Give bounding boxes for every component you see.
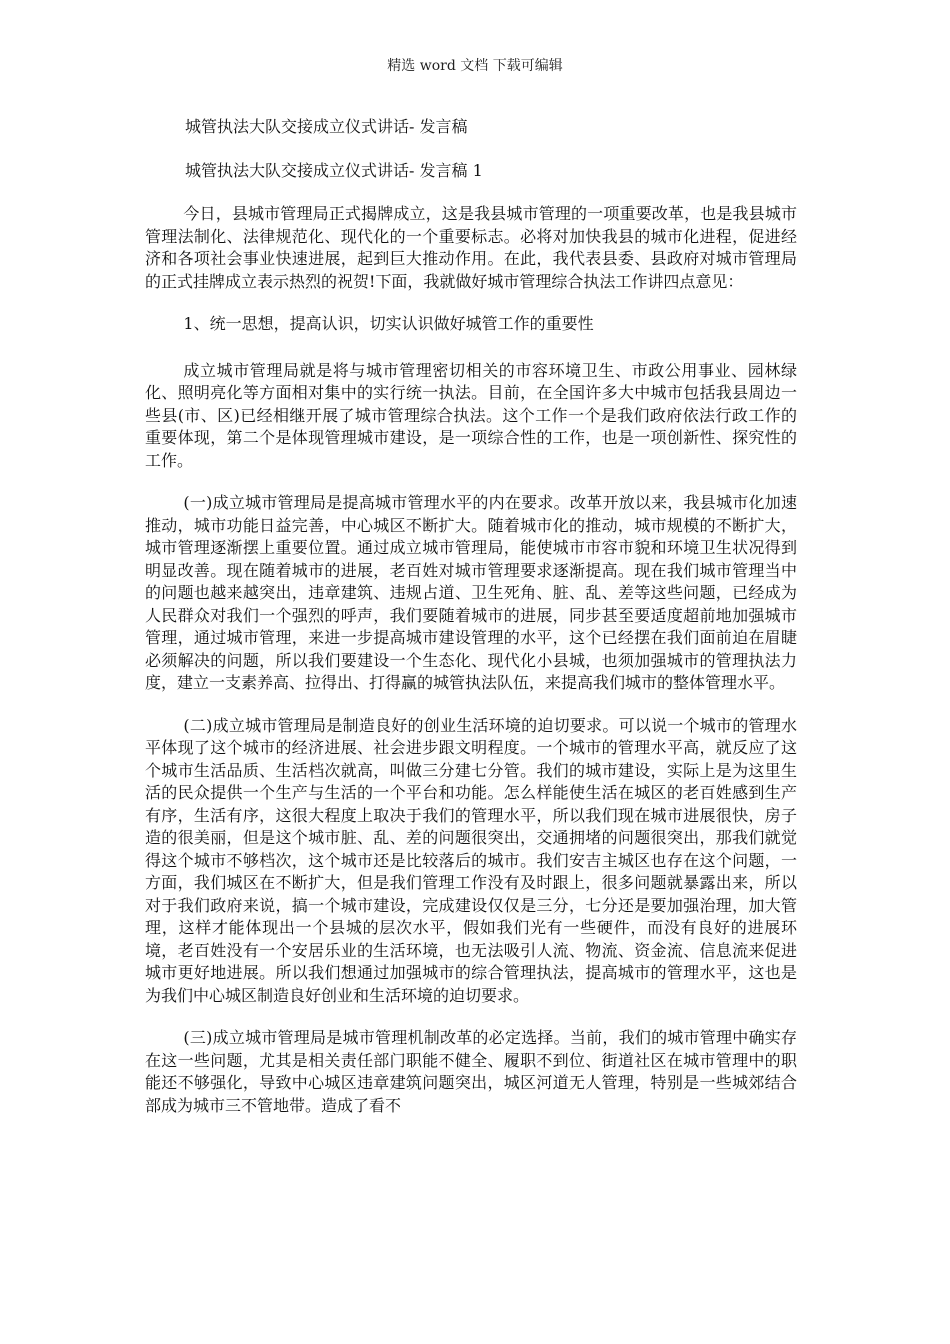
document-body — [145, 203, 797, 1137]
paragraph-point-1: (一)成立城市管理局是提高城市管理水平的内在要求。改革开放以来，我县城市化加速推动，城市功能日益完善，中心城区不断扩大。随着城市化的推动，城市规模的不断扩大，城市管理逐渐摆上重要位置。通过成立城市管理局，能使城市市容市貌和环境卫生状况得到明显改善。现在随着城市的进展，老百姓对城市管理要求逐渐提高。现在我们城市管理当中的问题也越来越突出，违章建筑、违规占道、卫生死角、脏、乱、差等这些问题，已经成为人民群众对我们一个强烈的呼声，我们要随着城市的进展，同步甚至要适度超前地加强城市管理，通过城市管理，来进一步提高城市建设管理的水平，这个已经摆在我们面前迫在眉睫必须解决的问题，所以我们要建设一个生态化、现代化小县城，也须加强城市的管理执法力度，建立一支素养高、拉得出、打得赢的城管执法队伍，来提高我们城市的整体管理水平。 — [145, 493, 797, 692]
page-header: 精选 word 文档 下载可编辑 — [387, 58, 563, 74]
paragraph-point-2: (二)成立城市管理局是制造良好的创业生活环境的迫切要求。可以说一个城市的管理水平体现了这个城市的经济进展、社会进步跟文明程度。一个城市的管理水平高，就反应了这个城市生活品质、生活档次就高，叫做三分建七分管。我们的城市建设，实际上是为这里生活的民众提供一个生产与生活的一个平台和功能。怎么样能使生活在城区的老百姓感到生产有序，生活有序，这很大程度上取决于我们的管理水平，所以我们现在城市进展很快，房子造的很美丽，但是这个城市脏、乱、差的问题很突出，交通拥堵的问题很突出，那我们就觉得这个城市不够档次，这个城市还是比较落后的城市。我们安吉主城区也存在这个问题，一方面，我们城区在不断扩大，但是我们管理工作没有及时跟上，很多问题就暴露出来，所以对于我们政府来说，搞一个城市建设，完成建设仅仅是三分，七分还是要加强治理，加大管理，这样才能体现出一个县城的层次水平，假如我们光有一些硬件，而没有良好的进展环境，老百姓没有一个安居乐业的生活环境，也无法吸引人流、物流、资金流、信息流来促进城市更好地进展。所以我们想通过加强城市的综合管理执法，提高城市的管理水平，这也是为我们中心城区制造良好创业和生活环境的迫切要求。 — [145, 715, 797, 1005]
paragraph-overview: 成立城市管理局就是将与城市管理密切相关的市容环境卫生、市政公用事业、园林绿化、照明亮化等方面相对集中的实行统一执法。目前，在全国许多大中城市包括我县周边一些县(市、区)已经相继开展了城市管理综合执法。这个工作一个是我们政府依法行政工作的重要体现，第二个是体现管理城市建设，是一项综合性的工作，也是一项创新性、探究性的工作。 — [145, 360, 797, 470]
document-subtitle: 城管执法大队交接成立仪式讲话- 发言稿 1 — [185, 161, 483, 180]
document-title: 城管执法大队交接成立仪式讲话- 发言稿 — [185, 117, 468, 136]
section-heading-1: 1、统一思想，提高认识，切实认识做好城管工作的重要性 — [183, 314, 594, 333]
paragraph-point-3: (三)成立城市管理局是城市管理机制改革的必定选择。当前，我们的城市管理中确实存在这一些问题，尤其是相关责任部门职能不健全、履职不到位、街道社区在城市管理中的职能还不够强化，导致中心城区违章建筑问题突出，城区河道无人管理，特别是一些城郊结合部成为城市三不管地带。造成了看不 — [145, 1028, 797, 1115]
paragraph-intro: 今日，县城市管理局正式揭牌成立，这是我县城市管理的一项重要改革，也是我县城市管理法制化、法律规范化、现代化的一个重要标志。必将对加快我县的城市化进程，促进经济和各项社会事业快速进展，起到巨大推动作用。在此，我代表县委、县政府对城市管理局的正式挂牌成立表示热烈的祝贺!下面，我就做好城市管理综合执法工作讲四点意见： — [145, 204, 797, 291]
